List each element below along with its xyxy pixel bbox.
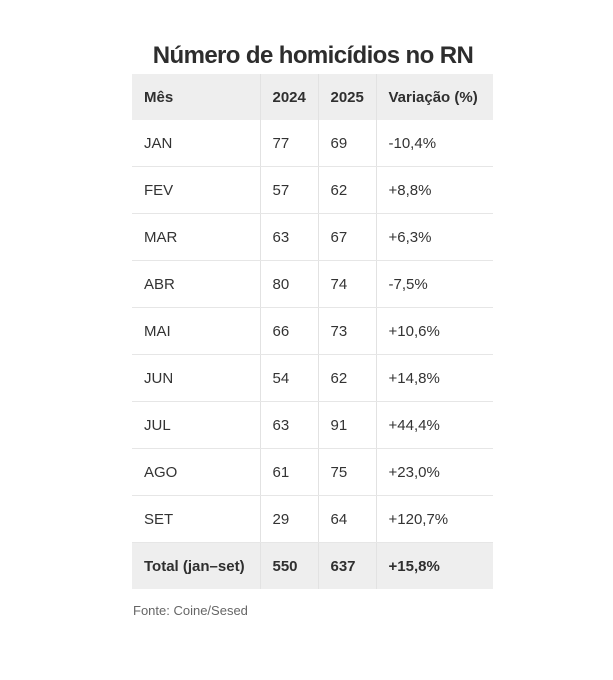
cell-2024: 61 <box>260 449 318 496</box>
cell-2024: 80 <box>260 261 318 308</box>
total-row <box>132 543 493 590</box>
table-row <box>132 308 493 355</box>
header-variacao: Variação (%) <box>376 74 493 120</box>
cell-variation: +6,3% <box>376 214 493 261</box>
cell-month: FEV <box>132 167 260 214</box>
cell-2025: 73 <box>318 308 376 355</box>
cell-2024: 57 <box>260 167 318 214</box>
header-2025: 2025 <box>318 74 376 120</box>
table-row <box>132 449 493 496</box>
cell-2025: 74 <box>318 261 376 308</box>
cell-2024: 63 <box>260 402 318 449</box>
cell-month: JUL <box>132 402 260 449</box>
cell-2024: 54 <box>260 355 318 402</box>
table-row <box>132 120 493 167</box>
cell-month: AGO <box>132 449 260 496</box>
total-label: Total (jan–set) <box>132 543 260 590</box>
table-row <box>132 167 493 214</box>
cell-2025: 62 <box>318 355 376 402</box>
cell-month: ABR <box>132 261 260 308</box>
table-header-row <box>132 74 493 120</box>
cell-2024: 29 <box>260 496 318 543</box>
table-row <box>132 355 493 402</box>
cell-2024: 66 <box>260 308 318 355</box>
cell-variation: -10,4% <box>376 120 493 167</box>
cell-variation: +23,0% <box>376 449 493 496</box>
cell-variation: +120,7% <box>376 496 493 543</box>
cell-variation: +44,4% <box>376 402 493 449</box>
cell-variation: +10,6% <box>376 308 493 355</box>
cell-2024: 63 <box>260 214 318 261</box>
total-2024: 550 <box>260 543 318 590</box>
cell-month: MAR <box>132 214 260 261</box>
cell-variation: -7,5% <box>376 261 493 308</box>
total-variation: +15,8% <box>376 543 493 590</box>
table-row <box>132 402 493 449</box>
cell-2025: 67 <box>318 214 376 261</box>
source-note: Fonte: Coine/Sesed <box>133 603 248 618</box>
cell-2025: 62 <box>318 167 376 214</box>
cell-variation: +14,8% <box>376 355 493 402</box>
cell-variation: +8,8% <box>376 167 493 214</box>
chart-title: Número de homicídios no RN <box>152 42 474 69</box>
table-row <box>132 261 493 308</box>
cell-2025: 91 <box>318 402 376 449</box>
cell-month: MAI <box>132 308 260 355</box>
cell-2025: 64 <box>318 496 376 543</box>
homicides-table <box>132 74 493 589</box>
cell-2025: 75 <box>318 449 376 496</box>
cell-2025: 69 <box>318 120 376 167</box>
cell-month: JUN <box>132 355 260 402</box>
cell-month: SET <box>132 496 260 543</box>
table-row <box>132 496 493 543</box>
header-2024: 2024 <box>260 74 318 120</box>
cell-2024: 77 <box>260 120 318 167</box>
table-row <box>132 214 493 261</box>
total-2025: 637 <box>318 543 376 590</box>
cell-month: JAN <box>132 120 260 167</box>
header-mes: Mês <box>132 74 260 120</box>
